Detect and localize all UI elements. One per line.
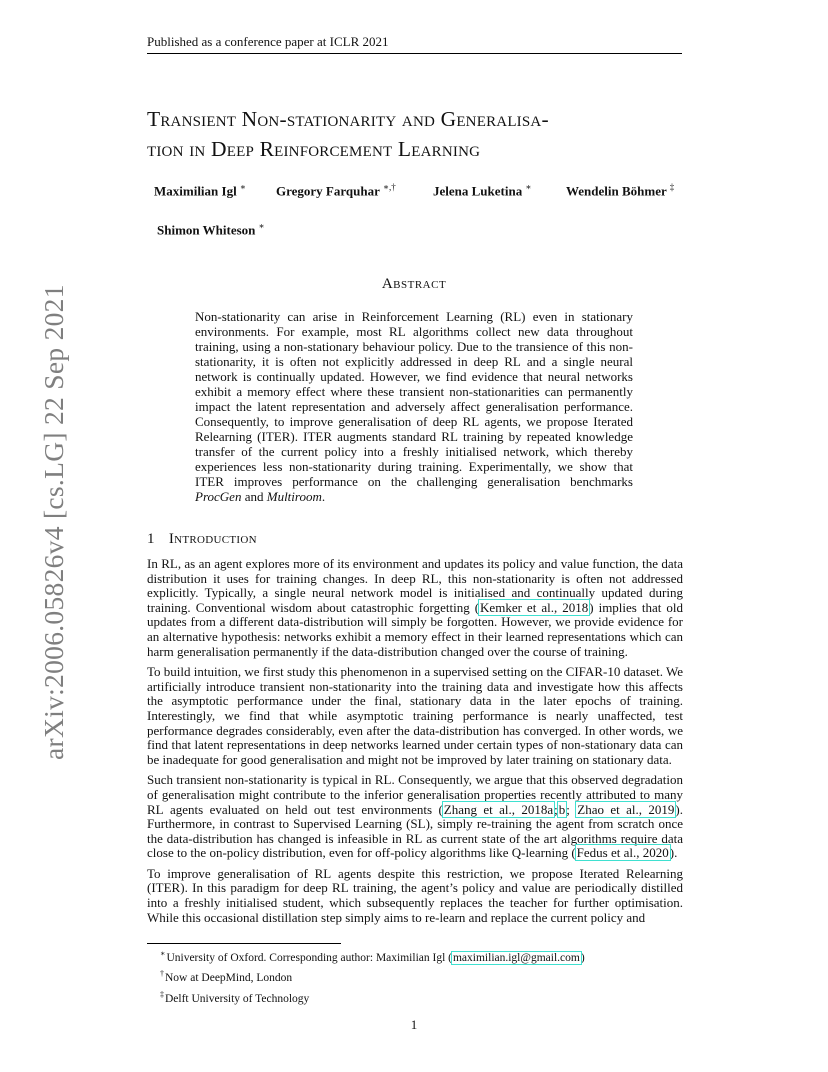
email-link[interactable]: maximilian.igl@gmail.com: [452, 951, 580, 964]
paragraph-2: To build intuition, we first study this phenomenon in a supervised setting on the CIFAR-10 dataset. We artificially introduce transient non-stationarity into the training data and investigate how this affects the asymptotic performance under the final, stationary data in the later epochs of training. Interestingly, we find that while asymptotic training performance is nearly unaffected, test performance degrades considerably, even after the data-distribution has converged. In other words, we find that latent representations in deep networks learned under certain types of non-stationary data can be inadequate for good generalisation and might not be improved by later training on stationary data.: [147, 664, 683, 767]
author: Gregory Farquhar ∗,†: [276, 182, 396, 199]
paragraph-1: In RL, as an agent explores more of its environment and updates its policy and value function, the data distribution it uses for training changes. In deep RL, this non-stationarity is often not addressed explicitly. Typically, a single neural network model is initialised and continually updated during training. Conventional wisdom about catastrophic forgetting (Kemker et al., 2018) implies that old updates from a different data-distribution will simply be forgotten. However, we provide evidence for an alternative hypothesis: networks exhibit a memory effect in their learned representations which can harm generalisation permanently if the data-distribution changed over the course of training.: [147, 556, 683, 659]
paragraph-4: To improve generalisation of RL agents despite this restriction, we propose Iterated Relearning (ITER). In this paradigm for deep RL training, the agent’s policy and value are periodically distilled into a freshly initialised student, which subsequently replaces the teacher for further optimisation. While this occasional distillation step simply aims to re-learn and replace the current policy and: [147, 865, 684, 925]
author: Wendelin Böhmer ‡: [566, 182, 675, 199]
abstract-heading: Abstract: [381, 276, 447, 292]
running-header: Published as a conference paper at ICLR 2021: [147, 34, 389, 49]
citation-link[interactable]: b: [558, 801, 566, 817]
header-rule: [147, 53, 682, 54]
author: Maximilian Igl ∗: [154, 182, 246, 199]
citation-link[interactable]: Zhang et al., 2018a: [443, 801, 554, 817]
introduction-body: [147, 557, 683, 931]
author: Shimon Whiteson ∗: [157, 221, 265, 238]
footnote-3: ‡Delft University of Technology: [160, 989, 310, 1005]
section-title: Introduction: [168, 531, 257, 547]
footnote-rule: [147, 943, 341, 944]
author: Jelena Luketina ∗: [433, 182, 532, 199]
abstract-body: Non-stationarity can arise in Reinforcement Learning (RL) even in stationary environments. For example, most RL algorithms collect new data throughout training, using a non-stationary behaviour policy. Due to the transience of this non-stationarity, it is often not explicitly addressed in deep RL and a single neural network is continually updated. However, we find evidence that neural networks exhibit a memory effect where these transient non-stationarities can permanently impact the latent representation and adversely affect generalisation performance. Consequently, to improve generalisation of deep RL agents, we propose Iterated Relearning (ITER). ITER augments standard RL training by repeated knowledge transfer of the current policy into a freshly initialised network, which thereby experiences less non-stationarity during training. Experimentally, we show that ITER improves performance on the challenging generalisation benchmarks ProcGen and Multiroom.: [195, 309, 634, 504]
title-line-1: Transient Non-stationarity and Generalisa-: [147, 107, 549, 131]
paper-title: [147, 104, 692, 164]
footnote-1: ∗University of Oxford. Corresponding author: Maximilian Igl (maximilian.igl@gmail.com): [160, 949, 585, 964]
citation-link[interactable]: Fedus et al., 2020: [576, 845, 669, 861]
section-heading-introduction: [147, 531, 257, 548]
title-line-2: tion in Deep Reinforcement Learning: [147, 137, 481, 161]
section-number: 1: [147, 531, 155, 547]
citation-link[interactable]: Zhao et al., 2019: [577, 801, 675, 817]
page-number: 1: [410, 1017, 418, 1032]
arxiv-stamp: arXiv:2006.05826v4 [cs.LG] 22 Sep 2021: [38, 284, 69, 760]
footnote-2: †Now at DeepMind, London: [160, 969, 293, 985]
paragraph-3: Such transient non-stationarity is typical in RL. Consequently, we argue that this observed degradation of generalisation might contribute to the inferior generalisation properties recently attributed to many RL agents evaluated on held out test environments (Zhang et al., 2018a;b; Zhao et al., 2019). Furthermore, in contrast to Supervised Learning (SL), simply re-training the agent from scratch once the data-distribution has changed is infeasible in RL as current state of the art algorithms require data close to the on-policy distribution, even for off-policy algorithms like Q-learning (Fedus et al., 2020).: [147, 772, 684, 861]
citation-link[interactable]: Kemker et al., 2018: [480, 599, 589, 615]
footnotes: [160, 946, 680, 1007]
